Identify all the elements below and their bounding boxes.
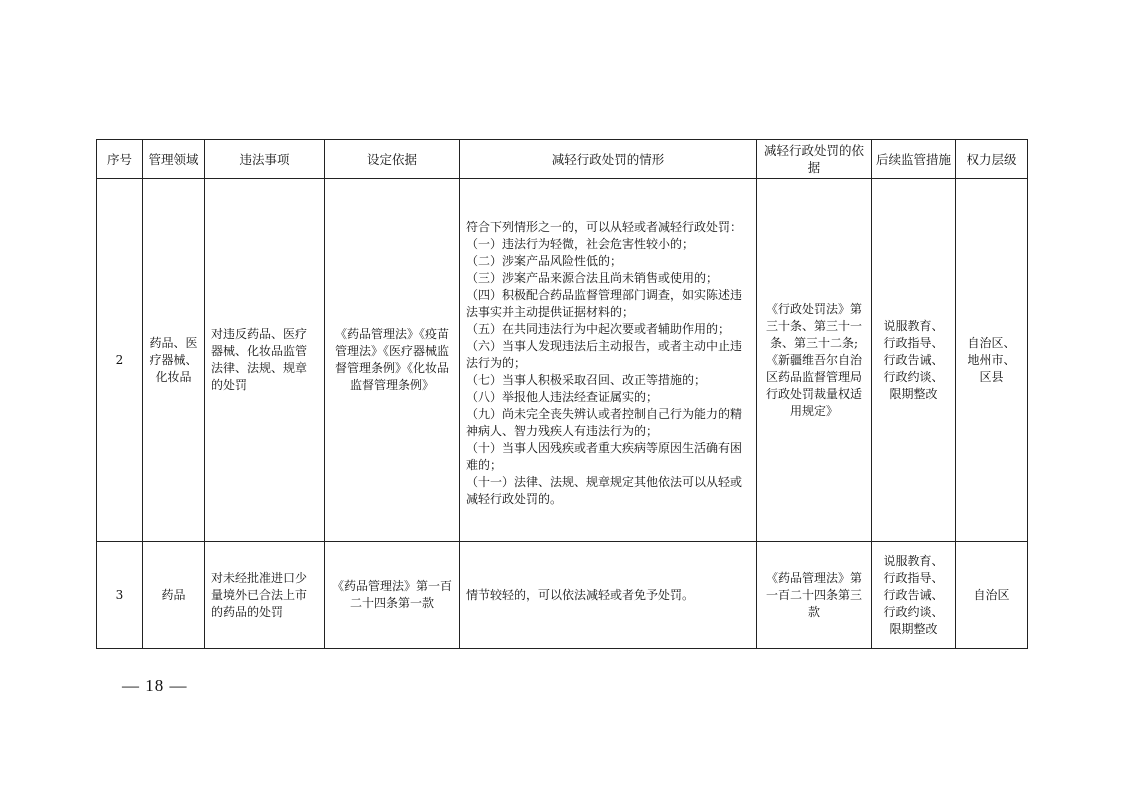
- row-situation: [460, 179, 757, 542]
- row-basis: 《药品管理法》《疫苗管理法》《医疗器械监督管理条例》《化妆品监督管理条例》: [325, 179, 460, 542]
- row-followup: 说服教育、行政指导、行政告诫、行政约谈、限期整改: [872, 179, 956, 542]
- situation-line: （十）当事人因残疾或者重大疾病等原因生活确有困难的；: [466, 440, 743, 472]
- table-row: [97, 542, 1028, 649]
- row-violation: 对违反药品、医疗器械、化妆品监管法律、法规、规章的处罚: [205, 179, 325, 542]
- situation-line: （十一）法律、法规、规章规定其他依法可以从轻或减轻行政处罚的。: [466, 474, 743, 506]
- header-situation: 减轻行政处罚的情形: [460, 140, 757, 179]
- row-level: 自治区: [956, 542, 1028, 649]
- row-violation: 对未经批准进口少量境外已合法上市的药品的处罚: [205, 542, 325, 649]
- row-situation: 情节较轻的，可以依法减轻或者免予处罚。: [460, 542, 757, 649]
- header-field: 管理领域: [143, 140, 205, 179]
- row-field: 药品、医疗器械、化妆品: [143, 179, 205, 542]
- header-violation: 违法事项: [205, 140, 325, 179]
- header-level: 权力层级: [956, 140, 1028, 179]
- header-no: 序号: [97, 140, 143, 179]
- situation-line: （一）违法行为轻微，社会危害性较小的；: [466, 236, 695, 251]
- row-situation-basis: 《药品管理法》第一百二十四条第三款: [757, 542, 872, 649]
- row-basis: 《药品管理法》第一百二十四条第一款: [325, 542, 460, 649]
- situation-line: （三）涉案产品来源合法且尚未销售或使用的；: [466, 270, 719, 285]
- situation-line: （五）在共同违法行为中起次要或者辅助作用的；: [466, 321, 731, 336]
- situation-line: （九）尚未完全丧失辨认或者控制自己行为能力的精神病人、智力残疾人有违法行为的；: [466, 406, 743, 438]
- row-level: 自治区、地州市、区县: [956, 179, 1028, 542]
- header-followup: 后续监管措施: [872, 140, 956, 179]
- situation-line: （四）积极配合药品监督管理部门调查，如实陈述违法事实并主动提供证据材料的；: [466, 287, 743, 319]
- row-field: 药品: [143, 542, 205, 649]
- table-row: [97, 179, 1028, 542]
- row-no: 2: [97, 179, 143, 542]
- situation-line: （八）举报他人违法经查证属实的；: [466, 389, 659, 404]
- row-no: 3: [97, 542, 143, 649]
- situation-line: 符合下列情形之一的，可以从轻或者减轻行政处罚：: [466, 219, 743, 234]
- header-situation-basis: 减轻行政处罚的依据: [757, 140, 872, 179]
- page-number: — 18 —: [122, 676, 188, 695]
- situation-line: （二）涉案产品风险性低的；: [466, 253, 623, 268]
- row-followup: 说服教育、行政指导、行政告诫、行政约谈、限期整改: [872, 542, 956, 649]
- situation-line: （六）当事人发现违法后主动报告，或者主动中止违法行为的；: [466, 338, 743, 370]
- penalty-table: [96, 139, 1028, 649]
- header-basis: 设定依据: [325, 140, 460, 179]
- situation-line: （七）当事人积极采取召回、改正等措施的；: [466, 372, 707, 387]
- table-header-row: [97, 140, 1028, 179]
- row-situation-basis: 《行政处罚法》第三十条、第三十一条、第三十二条;《新疆维吾尔自治区药品监督管理局行政处罚裁量权适用规定》: [757, 179, 872, 542]
